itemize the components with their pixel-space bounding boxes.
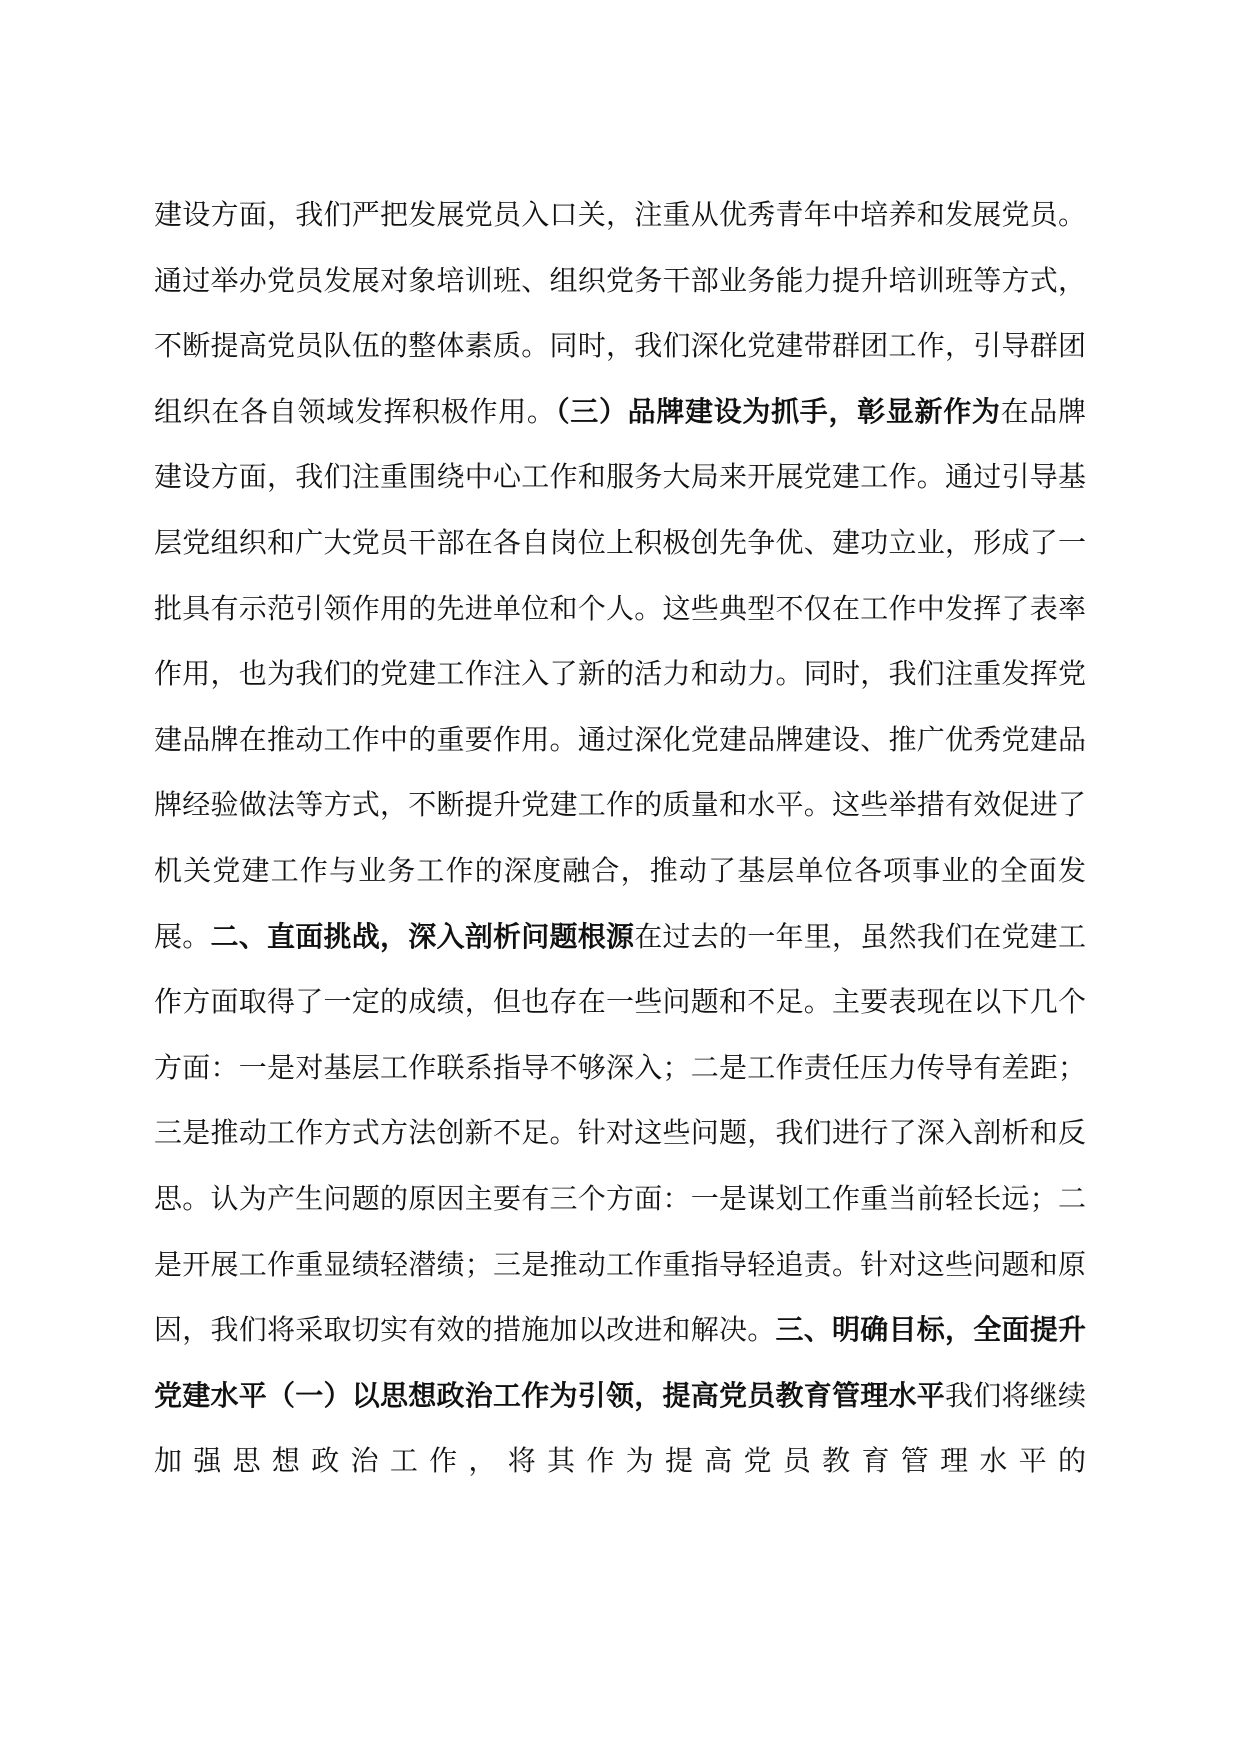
text-segment-brand-building: 在品牌建设方面，我们注重围绕中心工作和服务大局来开展党建工作。通过引导基层党组织和广大党员干部在各自岗位上积极创先争优、建功立业，形成了一批具有示范引领作用的先进单位和个人。这些典型不仅在工作中发挥了表率作用，也为我们的党建工作注入了新的活力和动力。同时，我们注重发挥党建品牌在推动工作中的重要作用。通过深化党建品牌建设、推广优秀党建品牌经验做法等方式，不断提升党建工作的质量和水平。这些举措有效促进了机关党建工作与业务工作的深度融合，推动了基层单位各项事业的全面发展。 <box>154 394 1086 953</box>
heading-face-challenges: 二、直面挑战，深入剖析问题根源 <box>210 919 635 953</box>
body-paragraph <box>154 182 1086 1494</box>
text-segment-problems-analysis: 在过去的一年里，虽然我们在党建工作方面取得了一定的成绩，但也存在一些问题和不足。主要表现在以下几个方面：一是对基层工作联系指导不够深入；二是工作责任压力传导有差距；三是推动工作方式方法创新不足。针对这些问题，我们进行了深入剖析和反思。认为产生问题的原因主要有三个方面：一是谋划工作重当前轻长远；二是开展工作重显绩轻潜绩；三是推动工作重指导轻追责。针对这些问题和原因，我们将采取切实有效的措施加以改进和解决。 <box>154 919 1086 1347</box>
heading-brand-building: （三）品牌建设为抓手，彰显新作为 <box>555 394 1001 428</box>
text-segment-party-member-development: 建设方面，我们严把发展党员入口关，注重从优秀青年中培养和发展党员。通过举办党员发展对象培训班、组织党务干部业务能力提升培训班等方式，不断提高党员队伍的整体素质。同时，我们深化党建带群团工作，引导群团组织在各自领域发挥积极作用。 <box>154 198 1086 428</box>
text-segment-ideological-work: 我们将继续加强思想政治工作，将其作为提高党员教育管理水平的 <box>154 1378 1086 1478</box>
heading-clear-goals: 三、明确目标，全面提升党建水平（一）以思想政治工作为引领，提高党员教育管理水平 <box>154 1313 1086 1412</box>
